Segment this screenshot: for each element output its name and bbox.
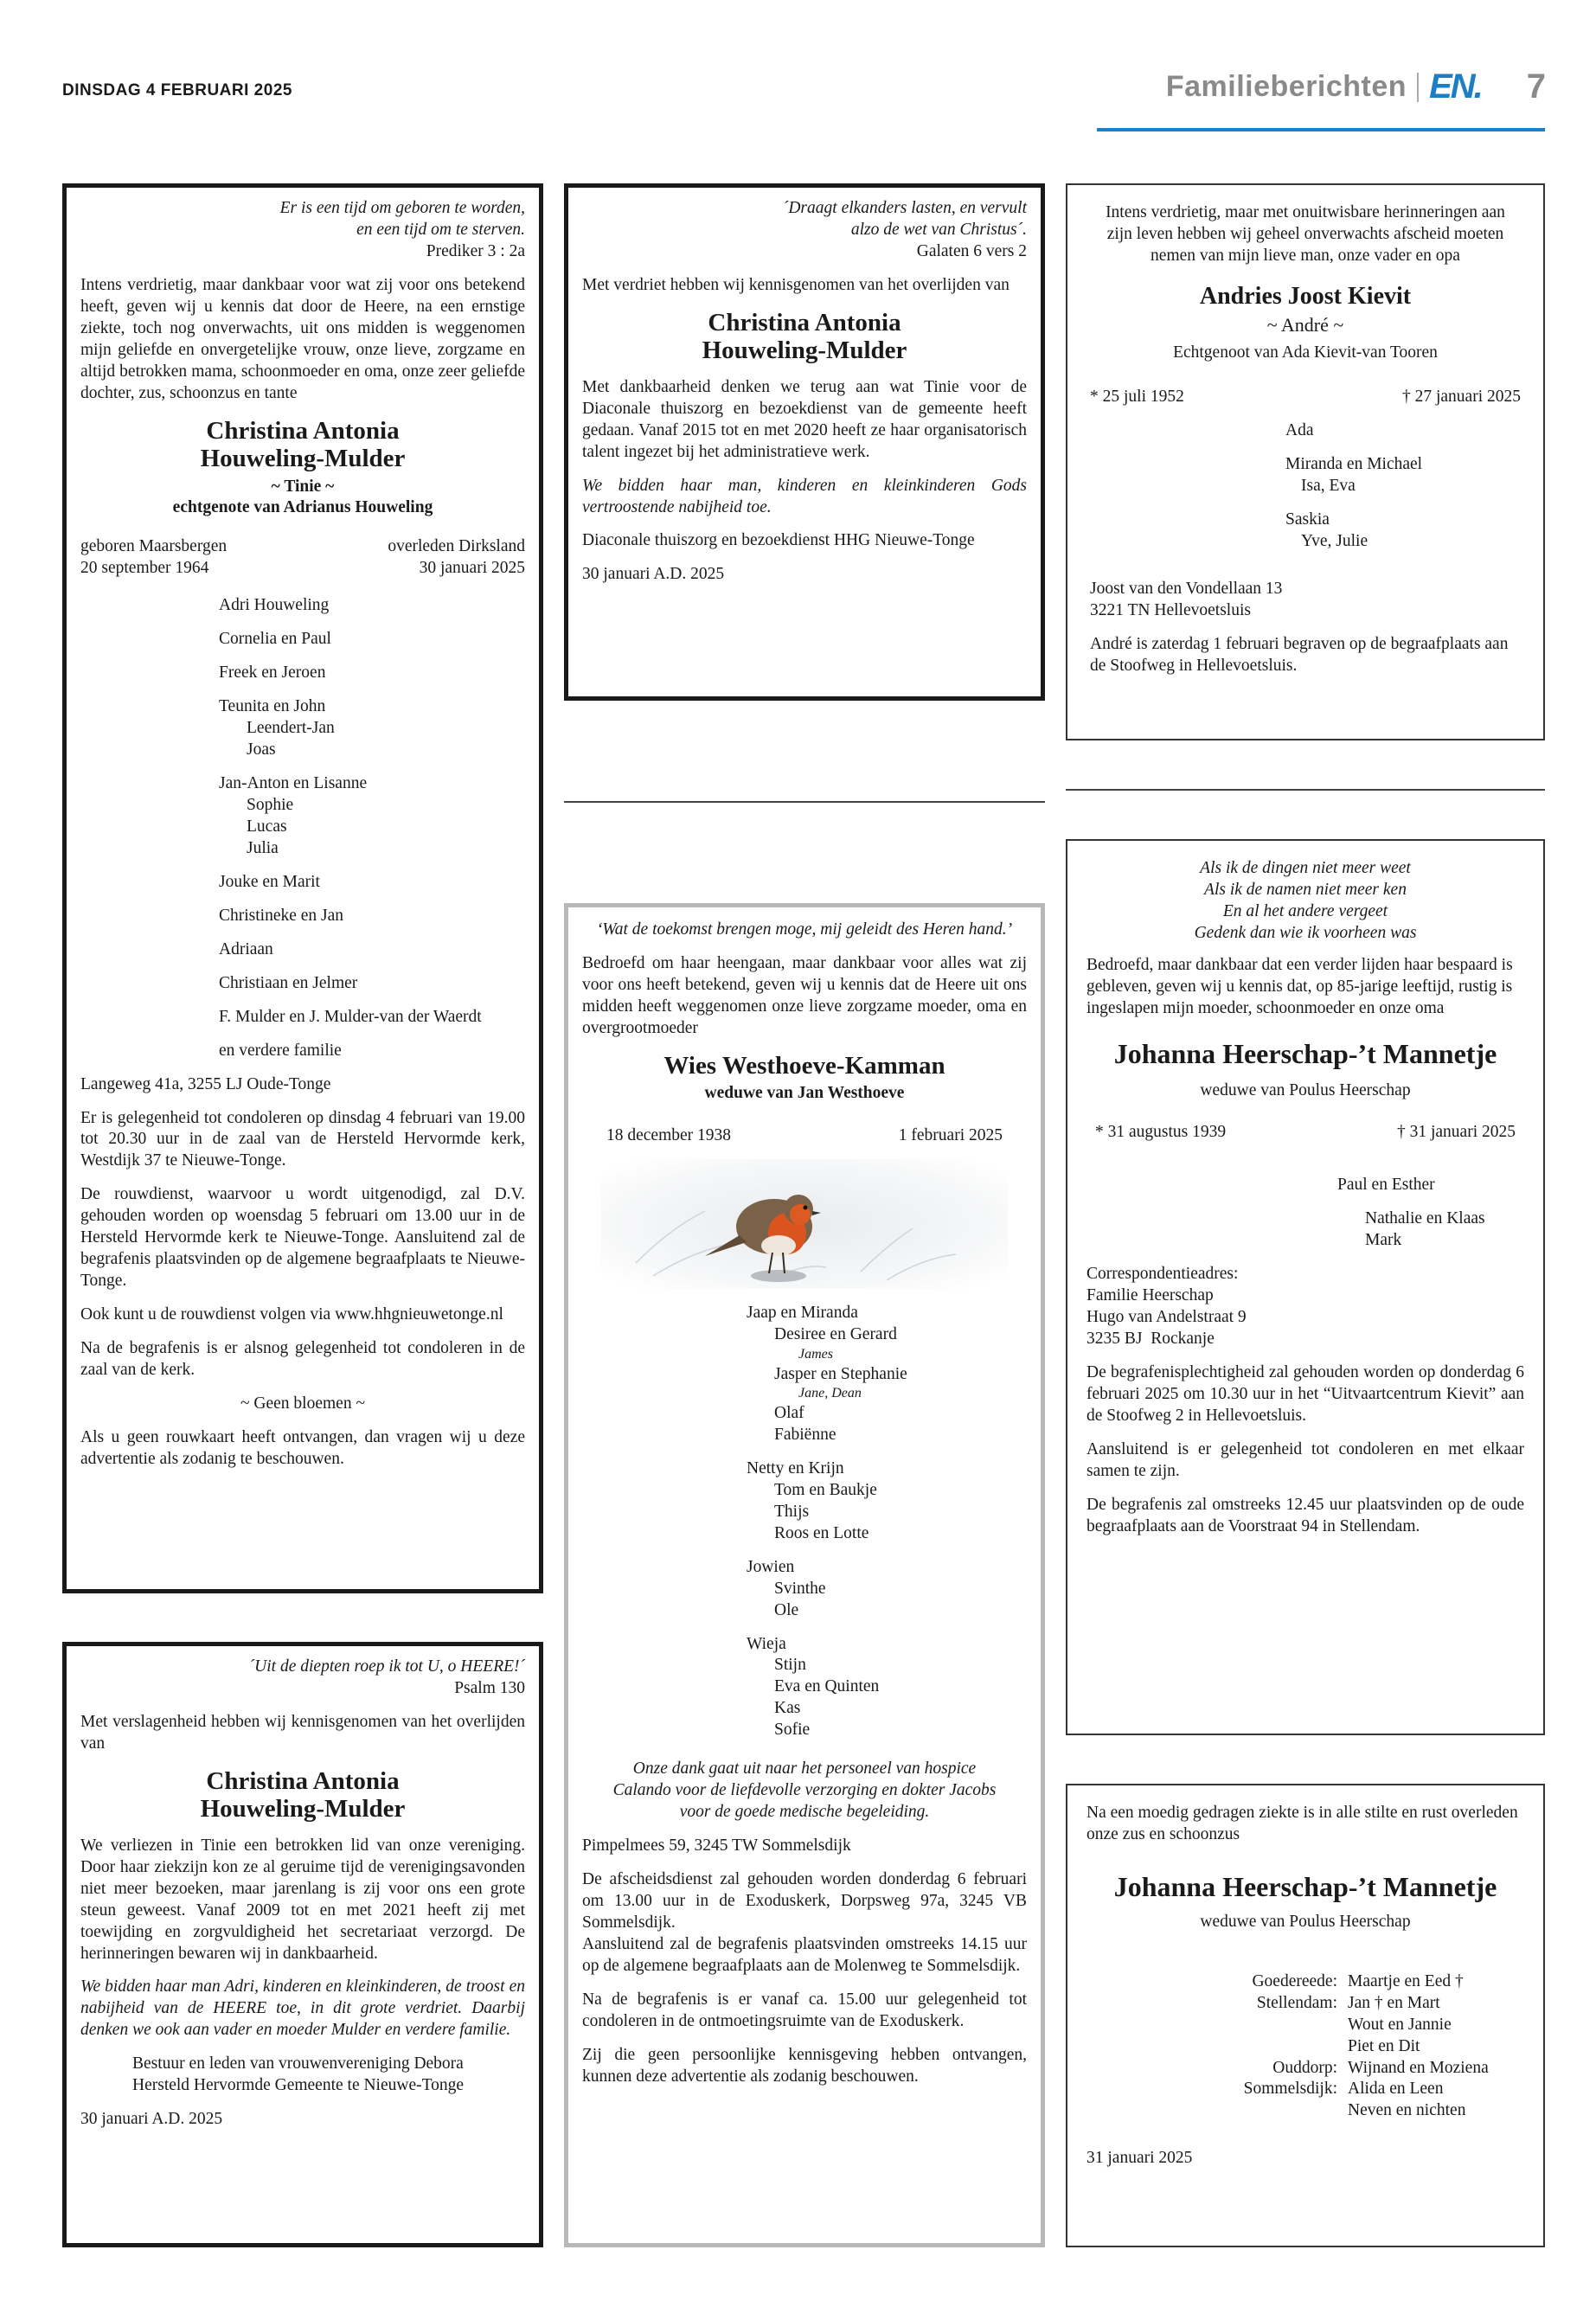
quote-line: en een tijd om te sterven. bbox=[356, 220, 525, 239]
name-line: Houweling-Mulder bbox=[702, 336, 907, 365]
header-rule bbox=[1097, 128, 1545, 131]
obituary-kievit bbox=[1066, 183, 1545, 740]
obituary-westhoeve bbox=[564, 903, 1045, 2247]
spouse-line: echtgenote van Adrianus Houweling bbox=[172, 498, 433, 517]
died-date: † 27 januari 2025 bbox=[1401, 388, 1521, 407]
grandchild: Isa, Eva bbox=[1301, 477, 1356, 496]
grandchild: Desiree en Gerard bbox=[774, 1325, 897, 1344]
quote-line: ´Draagt elkanders lasten, en vervult bbox=[782, 199, 1027, 217]
deceased-name bbox=[80, 417, 525, 473]
great-grandchild: Jane, Dean bbox=[798, 1386, 862, 1401]
quote-reference: Prediker 3 : 2a bbox=[426, 241, 525, 260]
correspondence-address bbox=[1086, 1264, 1524, 1350]
widow-line: weduwe van Jan Westhoeve bbox=[704, 1084, 905, 1103]
condolence-info: Aansluitend is er gelegenheid tot condoleren en met elkaar samen te zijn. bbox=[1086, 1439, 1524, 1480]
grandchild: Sofie bbox=[774, 1721, 811, 1740]
place-label: Sommelsdijk: bbox=[1243, 2080, 1337, 2099]
name-line: Houweling-Mulder bbox=[200, 1795, 406, 1823]
grandchild: Eva en Quinten bbox=[774, 1677, 880, 1696]
quote-reference: Psalm 130 bbox=[454, 1678, 525, 1697]
born-date: * 25 juli 1952 bbox=[1090, 388, 1184, 407]
sibling-name: Alida en Leen bbox=[1348, 2080, 1444, 2099]
quote-reference: Galaten 6 vers 2 bbox=[916, 241, 1027, 260]
place-label: Stellendam: bbox=[1256, 1993, 1337, 2012]
widow-line: weduwe van Poulus Heerschap bbox=[1200, 1912, 1411, 1931]
poem-line: Als ik de dingen niet meer weet bbox=[1200, 859, 1411, 877]
grandchild: Yve, Julie bbox=[1301, 532, 1368, 551]
family-member: Saskia bbox=[1285, 510, 1330, 529]
obituary-debora-association bbox=[62, 1642, 543, 2247]
column-divider bbox=[564, 801, 1045, 803]
family-member: F. Mulder en J. Mulder-van der Waerdt bbox=[219, 1007, 482, 1026]
great-grandchild: James bbox=[798, 1347, 833, 1362]
born-place: geboren Maarsbergen bbox=[80, 537, 228, 556]
condolence-info: Na de begrafenis is er vanaf ca. 15.00 uur gelegenheid tot condoleren in de ontmoetingsruimte van de Exoduskerk. bbox=[582, 1990, 1027, 2030]
family-group bbox=[1285, 510, 1521, 553]
sibling-name: Wout en Jannie bbox=[1348, 2015, 1452, 2034]
sibling-name: Piet en Dit bbox=[1348, 2036, 1420, 2055]
home-address: Langeweg 41a, 3255 LJ Oude-Tonge bbox=[80, 1074, 331, 1093]
prayer-text: We bidden haar man Adri, kinderen en kleinkinderen, de troost en nabijheid van de HEERE toe, in dit grote verdriet. Daarbij denken we ook aan vader en moeder Mulder en verdere familie. bbox=[80, 1977, 525, 2040]
grandchild: Thijs bbox=[774, 1502, 810, 1521]
obituary-heerschap-family bbox=[1066, 839, 1545, 1735]
obituary-diaconal-care bbox=[564, 183, 1045, 701]
name-line: Christina Antonia bbox=[206, 416, 400, 445]
family-member: Adri Houweling bbox=[219, 596, 330, 615]
family-list bbox=[1285, 420, 1521, 553]
deceased-name bbox=[582, 309, 1027, 365]
address-line: 3235 BJ Rockanje bbox=[1086, 1330, 1215, 1349]
spouse-line: Echtgenoot van Ada Kievit-van Tooren bbox=[1173, 343, 1438, 362]
address-line: Hugo van Andelstraat 9 bbox=[1086, 1308, 1247, 1327]
obituary-houweling-family bbox=[62, 183, 543, 1593]
address-line: Correspondentieadres: bbox=[1086, 1265, 1239, 1284]
nickname: ~ Tinie ~ bbox=[271, 477, 335, 496]
signature bbox=[80, 2054, 525, 2097]
died-place: overleden Dirksland bbox=[388, 537, 525, 556]
sibling-name: Wijnand en Moziena bbox=[1348, 2058, 1489, 2077]
home-address bbox=[1090, 579, 1521, 622]
tribute-text: Met dankbaarheid denken we terug aan wat Tinie voor de Diaconale thuiszorg en bezoekdienst van de gemeente heeft gedaan. Vanaf 2015 tot en met 2020 heeft ze haar organisatorisch talent ingezet bij het administratieve werk. bbox=[582, 377, 1027, 461]
poem-line: En al het andere vergeet bbox=[1222, 901, 1388, 920]
bible-quote bbox=[80, 198, 525, 241]
online-info: Ook kunt u de rouwdienst volgen via www.hhgnieuwetonge.nl bbox=[80, 1305, 503, 1324]
family-member: Christiaan en Jelmer bbox=[219, 973, 358, 992]
obituary-heerschap-siblings bbox=[1066, 1784, 1545, 2247]
name-line: Christina Antonia bbox=[206, 1766, 400, 1795]
signature-line: Hersteld Hervormde Gemeente te Nieuwe-Tonge bbox=[132, 2076, 465, 2095]
announcement-text: Met verdriet hebben wij kennisgenomen van het overlijden van bbox=[582, 275, 1010, 294]
quote-line: alzo de wet van Christus´. bbox=[850, 220, 1027, 239]
family-member: Christineke en Jan bbox=[219, 906, 344, 925]
grandchild: Roos en Lotte bbox=[774, 1523, 869, 1542]
grandchild: Lucas bbox=[247, 817, 287, 836]
grandchild: Kas bbox=[774, 1699, 801, 1718]
after-burial-info: Na de begrafenis is er alsnog gelegenheid tot condoleren in de zaal van de kerk. bbox=[80, 1339, 525, 1380]
family-group bbox=[1285, 454, 1521, 497]
announcement-text: Met verslagenheid hebben wij kennisgenomen van het overlijden van bbox=[80, 1712, 525, 1753]
service-info: De afscheidsdienst zal gehouden worden donderdag 6 februari om 13.00 uur in de Exoduskerk, Dorpsweg 97a, 3245 VB Sommelsdijk. bbox=[582, 1870, 1027, 1932]
grandchild: Olaf bbox=[774, 1403, 804, 1422]
grandchild: Tom en Baukje bbox=[774, 1480, 877, 1499]
place-label bbox=[1156, 2036, 1337, 2058]
grandchild: Julia bbox=[247, 838, 279, 857]
family-list bbox=[747, 1303, 1027, 1741]
announcement-text: Intens verdrietig, maar dankbaar voor wat zij voor ons betekend heeft, geven wij u kennis dat door de Heere, na een ernstige ziekte, toch nog onverwachts, uit ons midden is weggenomen mijn geliefde en onvergetelijke vrouw, onze lieve, zorgzame en altijd betrokken mama, schoonmoeder en oma, onze zeer geliefde dochter, zus, schoonzus en tante bbox=[80, 275, 525, 402]
family-list bbox=[219, 595, 525, 1061]
announcement-text: Bedroefd om haar heengaan, maar dankbaar voor alles wat zij voor ons heeft betekend, geven wij u kennis dat de Heere uit ons midden heeft weggenomen onze lieve zorgzame moeder, oma en overgrootmoeder bbox=[582, 953, 1027, 1037]
card-note: Zij die geen persoonlijke kennisgeving hebben ontvangen, kunnen deze advertentie als zodanig beschouwen. bbox=[582, 2045, 1027, 2086]
poem bbox=[1086, 858, 1524, 945]
born-date: * 31 augustus 1939 bbox=[1095, 1123, 1227, 1142]
signature: Diaconale thuiszorg en bezoekdienst HHG Nieuwe-Tonge bbox=[582, 531, 975, 550]
sibling-name: Neven en nichten bbox=[1348, 2101, 1466, 2120]
deceased-name bbox=[80, 1767, 525, 1823]
family-group bbox=[747, 1557, 1027, 1622]
section-title: Familieberichten bbox=[1165, 70, 1407, 103]
page-header bbox=[1166, 67, 1546, 106]
deceased-name: Wies Westhoeve-Kamman bbox=[663, 1051, 945, 1080]
grandchild: Sophie bbox=[247, 796, 294, 814]
place-label: Goedereede: bbox=[1252, 1971, 1337, 1990]
sibling-list bbox=[1156, 1971, 1524, 2123]
nickname: ~ André ~ bbox=[1266, 314, 1344, 336]
signature-line: Bestuur en leden van vrouwenvereniging Debora bbox=[132, 2054, 464, 2073]
address-line: 3221 TN Hellevoetsluis bbox=[1090, 601, 1251, 619]
family-member: Jouke en Marit bbox=[219, 872, 320, 891]
family-member: Cornelia en Paul bbox=[219, 630, 331, 649]
family-member: Ada bbox=[1285, 421, 1314, 440]
service-info: De begrafenisplechtigheid zal gehouden worden op donderdag 6 februari 2025 om 10.30 uur in het “Uitvaartcentrum Kievit” aan de Stoofweg 2 in Hellevoetsluis. bbox=[1086, 1363, 1524, 1425]
page-number: 7 bbox=[1526, 67, 1546, 106]
announcement-text: Intens verdrietig, maar met onuitwisbare herinneringen aan zijn leven hebben wij geheel onverwachts afscheid moeten nemen van mijn lieve man, onze vader en opa bbox=[1106, 203, 1505, 265]
ad-date: 31 januari 2025 bbox=[1086, 2149, 1193, 2168]
family-group bbox=[747, 1634, 1027, 1742]
sibling-name: Maartje en Eed † bbox=[1348, 1971, 1464, 1990]
grandchild: Stijn bbox=[774, 1656, 806, 1675]
place-label bbox=[1156, 2015, 1337, 2036]
family-member: Netty en Krijn bbox=[747, 1458, 844, 1477]
ad-date: 30 januari A.D. 2025 bbox=[582, 565, 725, 584]
family-member: Miranda en Michael bbox=[1285, 455, 1423, 474]
family-group bbox=[219, 773, 525, 860]
home-address: Pimpelmees 59, 3245 TW Sommelsdijk bbox=[582, 1836, 851, 1856]
family-member: Jan-Anton en Lisanne bbox=[219, 774, 368, 793]
grandchild: Mark bbox=[1365, 1231, 1402, 1250]
poem-line: Als ik de namen niet meer ken bbox=[1204, 880, 1407, 899]
grandchild: Joas bbox=[247, 740, 276, 760]
born-date: 18 december 1938 bbox=[606, 1126, 732, 1145]
column-divider bbox=[1066, 789, 1545, 791]
family-group bbox=[747, 1458, 1027, 1545]
burial-info: De begrafenis zal omstreeks 12.45 uur plaatsvinden op de oude begraafplaats aan de Voorstraat 94 in Stellendam. bbox=[1086, 1495, 1524, 1535]
no-flowers-note: ~ Geen bloemen ~ bbox=[240, 1394, 365, 1413]
widow-line: weduwe van Poulus Heerschap bbox=[1200, 1080, 1411, 1099]
family-member: Wieja bbox=[747, 1634, 786, 1653]
family-group bbox=[747, 1303, 1027, 1446]
tribute-text: We verliezen in Tinie een betrokken lid van onze vereniging. Door haar ziekzijn kon ze al geruime tijd de verenigingsavonden niet meer bezoeken, maar jarenlang is zij voor ons een grote steun geweest. Vanaf 2009 tot en met 2021 heeft zij met toewijding en zorgvuldigheid het secretariaat verzorgd. De herinneringen bewaren wij in dankbaarheid. bbox=[80, 1836, 525, 1963]
announcement-text: Bedroefd, maar dankbaar dat een verder lijden haar bespaard is gebleven, geven wij u kennis dat, op 85-jarige leeftijd, rustig is ingeslapen mijn moeder, schoonmoeder en onze oma bbox=[1086, 955, 1513, 1017]
thanks-text: Onze dank gaat uit naar het personeel van hospice Calando voor de liefdevolle verzorging en dokter Jacobs voor de goede medische begeleiding. bbox=[612, 1759, 997, 1822]
died-date: † 31 januari 2025 bbox=[1396, 1123, 1516, 1142]
prayer-text: We bidden haar man, kinderen en kleinkinderen Gods vertroostende nabijheid toe. bbox=[582, 476, 1027, 516]
grandchild: Nathalie en Klaas bbox=[1365, 1209, 1485, 1228]
place-label bbox=[1156, 2100, 1337, 2122]
poem-line: Gedenk dan wie ik voorheen was bbox=[1194, 923, 1417, 942]
family-group bbox=[219, 696, 525, 761]
ad-date: 30 januari A.D. 2025 bbox=[80, 2110, 223, 2129]
burial-info: André is zaterdag 1 februari begraven op de begraafplaats aan de Stoofweg in Hellevoetsluis. bbox=[1090, 634, 1509, 675]
quote-line: Er is een tijd om geboren te worden, bbox=[279, 199, 525, 217]
family-member: Jaap en Miranda bbox=[747, 1304, 858, 1323]
issue-date: DINSDAG 4 FEBRUARI 2025 bbox=[62, 81, 292, 99]
card-note: Als u geen rouwkaart heeft ontvangen, dan vragen wij u deze advertentie als zodanig te beschouwen. bbox=[80, 1427, 525, 1468]
life-dates bbox=[80, 536, 525, 580]
deceased-name: Andries Joost Kievit bbox=[1199, 282, 1412, 310]
life-dates bbox=[1090, 387, 1521, 408]
family-member: Freek en Jeroen bbox=[219, 663, 326, 683]
born-date: 20 september 1964 bbox=[80, 559, 209, 578]
family-list bbox=[1337, 1175, 1524, 1252]
grandchild: Ole bbox=[774, 1600, 799, 1619]
address-line: Familie Heerschap bbox=[1086, 1286, 1214, 1305]
deceased-name: Johanna Heerschap-’t Mannetje bbox=[1113, 1870, 1497, 1902]
robin-photo bbox=[601, 1159, 1008, 1289]
place-label: Ouddorp: bbox=[1272, 2058, 1337, 2077]
grandchild: Jasper en Stephanie bbox=[774, 1364, 907, 1383]
family-member: Paul en Esther bbox=[1337, 1176, 1435, 1195]
burial-info: Aansluitend zal de begrafenis plaatsvinden omstreeks 14.15 uur op de algemene begraafplaats aan de Molenweg te Sommelsdijk. bbox=[582, 1934, 1027, 1975]
family-member: en verdere familie bbox=[219, 1041, 342, 1060]
died-date: 1 februari 2025 bbox=[898, 1126, 1003, 1145]
grandchild: Leendert-Jan bbox=[247, 719, 335, 738]
quote-line: ‘Wat de toekomst brengen moge, mij geleidt des Heren hand.’ bbox=[596, 920, 1013, 939]
grandchild: Svinthe bbox=[774, 1579, 826, 1598]
family-member: Adriaan bbox=[219, 939, 273, 958]
died-date: 30 januari 2025 bbox=[419, 559, 525, 578]
condolence-info: Er is gelegenheid tot condoleren op dinsdag 4 februari van 19.00 tot 20.30 uur in de zaal van de Hersteld Hervormde kerk, Westdijk 37 te Nieuwe-Tonge. bbox=[80, 1108, 525, 1170]
sibling-name: Jan † en Mart bbox=[1348, 1993, 1440, 2012]
life-dates bbox=[1086, 1122, 1524, 1144]
header-divider bbox=[1417, 73, 1419, 102]
family-member: Jowien bbox=[747, 1557, 795, 1576]
bible-quote: ´Uit de diepten roep ik tot U, o HEERE!´ bbox=[248, 1657, 525, 1676]
address-line: Joost van den Vondellaan 13 bbox=[1090, 580, 1283, 599]
bible-quote bbox=[582, 198, 1027, 241]
deceased-name: Johanna Heerschap-’t Mannetje bbox=[1113, 1037, 1497, 1069]
family-member: Teunita en John bbox=[219, 697, 326, 716]
newspaper-logo: EN. bbox=[1429, 67, 1482, 106]
life-dates bbox=[582, 1125, 1027, 1147]
announcement-text: Na een moedig gedragen ziekte is in alle stilte en rust overleden onze zus en schoonzus bbox=[1086, 1804, 1518, 1843]
grandchild: Fabiënne bbox=[774, 1425, 836, 1444]
name-line: Houweling-Mulder bbox=[200, 445, 406, 473]
name-line: Christina Antonia bbox=[708, 308, 901, 336]
service-info: De rouwdienst, waarvoor u wordt uitgenodigd, zal D.V. gehouden worden op woensdag 5 februari om 13.00 uur in de Hersteld Hervormde kerk te Nieuwe-Tonge. Aansluitend zal de begrafenis plaatsvinden op de algemene begraafplaats te Nieuwe-Tonge. bbox=[80, 1185, 525, 1291]
